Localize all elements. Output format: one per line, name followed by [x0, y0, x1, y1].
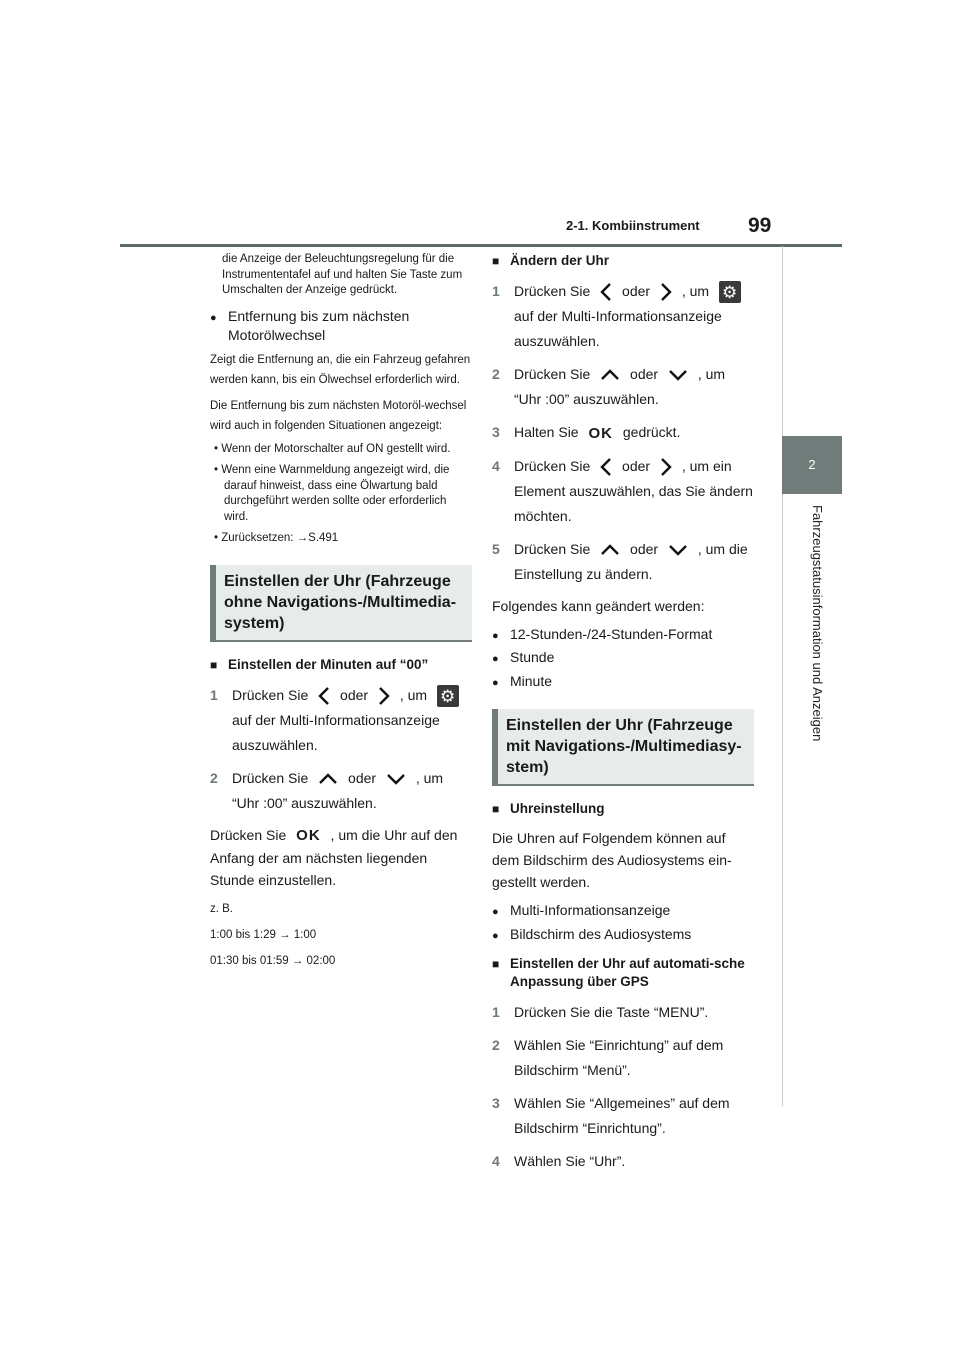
gps-step: 3 Wählen Sie “Allgemeines” auf dem Bildschirm “Einrichtung”.: [492, 1095, 730, 1137]
chevron-right-icon: [660, 282, 672, 302]
example-label: z. B.: [210, 903, 234, 916]
chevron-up-icon: [318, 773, 338, 785]
subhead-clock-setting: ■ Uhreinstellung: [492, 800, 754, 819]
ok-icon: OK: [296, 827, 321, 845]
chevron-left-icon: [600, 282, 612, 302]
clock-target-item: ● Bildschirm des Audiosystems: [492, 925, 754, 945]
side-tab-line: [782, 246, 783, 1106]
chevron-down-icon: [668, 369, 688, 381]
change-intro: Folgendes kann geändert werden:: [492, 597, 705, 614]
right-column: [492, 252, 754, 1182]
step: 4 Drücken Sie oder , um ein Element auszuwählen, das Sie ändern möchten.: [492, 457, 753, 524]
chevron-right-icon: [378, 686, 390, 706]
section-box-no-nav: Einstellen der Uhr (Fahrzeuge ohne Navigations-/Multimedia-system): [210, 565, 472, 642]
left-column: [210, 252, 472, 977]
example-2: 01:30 bis 01:59 → 02:00: [210, 955, 336, 968]
side-tab-title: Fahrzeugstatusinformation und Anzeigen: [810, 505, 825, 742]
ok-paragraph: Drücken Sie OK , um die Uhr auf den Anfang der am nächsten liegenden Stunde einzustellen.: [210, 826, 458, 889]
change-item: ● 12-Stunden-/24-Stunden-Format: [492, 625, 754, 645]
chevron-up-icon: [600, 544, 620, 556]
step: 5 Drücken Sie oder , um die Einstellung zu ändern.: [492, 540, 748, 582]
gear-icon: [437, 685, 459, 707]
gps-step: 4 Wählen Sie “Uhr”.: [492, 1153, 626, 1170]
gps-step: 1 Drücken Sie die Taste “MENU”.: [492, 1004, 709, 1021]
clock-target-item: ● Multi-Informationsanzeige: [492, 901, 754, 921]
chevron-left-icon: [318, 686, 330, 706]
subhead-change-clock: ■ Ändern der Uhr: [492, 252, 754, 271]
example-1: 1:00 bis 1:29 → 1:00: [210, 929, 317, 942]
step: 3 Halten Sie OK gedrückt.: [492, 420, 754, 446]
change-item: ● Stunde: [492, 648, 754, 668]
gear-icon: [719, 281, 741, 303]
ok-icon: OK: [588, 424, 613, 442]
situation-item: • Wenn der Motorschalter auf ON gestellt wird.: [214, 442, 451, 455]
side-tab-number: 2: [782, 436, 842, 494]
change-item: ● Minute: [492, 672, 754, 692]
situation-item: • Zurücksetzen: →S.491: [214, 532, 339, 545]
step: 1 Drücken Sie oder , um ⚙ auf der Multi-Informationsanzeige auszuwählen.: [210, 683, 472, 758]
note-oil-1: Zeigt die Entfernung an, die ein Fahrzeug gefahren werden kann, bis ein Ölwechsel erforderlich wird.: [210, 353, 471, 386]
chevron-right-icon: [660, 457, 672, 477]
intro-text: die Anzeige der Beleuchtungsregelung für die Instrumententafel auf und halten Sie Taste zum Umschalten der Anzeige gedrückt.: [222, 253, 463, 297]
chevron-left-icon: [600, 457, 612, 477]
section-box-with-nav: Einstellen der Uhr (Fahrzeuge mit Navigations-/Multimediasy-stem): [492, 709, 754, 786]
chevron-up-icon: [600, 369, 620, 381]
chevron-down-icon: [668, 544, 688, 556]
note-oil-2: Die Entfernung bis zum nächsten Motoröl-wechsel wird auch in folgenden Situationen angezeigt:: [210, 399, 467, 432]
bullet-oil-change: ● Entfernung bis zum nächsten Motorölwechsel: [210, 307, 472, 346]
subhead-minutes: ■ Einstellen der Minuten auf “00”: [210, 656, 472, 675]
page-number: 99: [748, 214, 772, 237]
header-rule: [120, 244, 842, 247]
step: 2 Drücken Sie oder , um “Uhr :00” auszuwählen.: [492, 365, 726, 407]
step: 1 Drücken Sie oder , um ⚙ auf der Multi-Informationsanzeige auszuwählen.: [492, 279, 754, 354]
clock-setting-text: Die Uhren auf Folgendem können auf dem Bildschirm des Audiosystems ein-gestellt werden.: [492, 830, 732, 891]
section-title: 2-1. Kombiinstrument: [566, 218, 700, 233]
step: 2 Drücken Sie oder , um “Uhr :00” auszuwählen.: [210, 769, 444, 811]
gps-step: 2 Wählen Sie “Einrichtung” auf dem Bildschirm “Menü”.: [492, 1037, 724, 1079]
situation-item: • Wenn eine Warnmeldung angezeigt wird, die darauf hinweist, dass eine Ölwartung bald durchgeführt werden sollte oder erforderlich wird.: [214, 464, 450, 523]
chevron-down-icon: [386, 773, 406, 785]
subhead-gps: ■ Einstellen der Uhr auf automati-sche Anpassung über GPS: [492, 955, 754, 993]
